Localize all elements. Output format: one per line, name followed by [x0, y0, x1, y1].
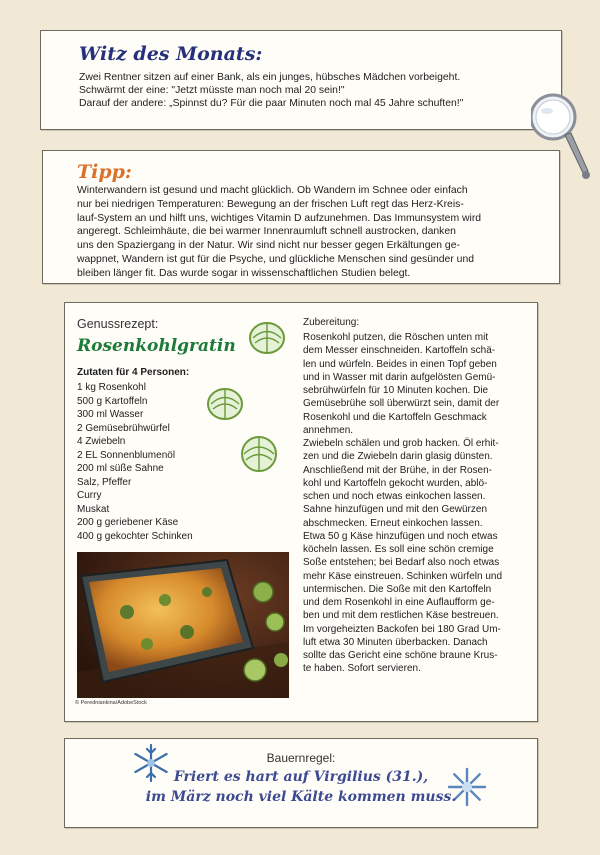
prep-line: köcheln lassen. Es soll eine schön cremige	[303, 544, 494, 555]
list-item: 2 Gemüsebrühwürfel	[77, 422, 170, 434]
prep-line: Gemüsebrühe soll überwürzt sein, damit der	[303, 398, 500, 410]
prep-line: sollte das Gericht eine schöne braune Krus-	[303, 650, 498, 661]
joke-title: Witz des Monats:	[79, 43, 263, 65]
recipe-title: Rosenkohlgratin	[77, 336, 236, 356]
list-item: Salz, Pfeffer	[77, 476, 132, 488]
recipe-kicker: Genussrezept:	[77, 317, 159, 331]
tip-text	[77, 184, 539, 281]
list-item: 200 g geriebener Käse	[77, 517, 179, 528]
prep-line: untermischen. Die Soße mit den Kartoffeln	[303, 583, 492, 595]
preparation-heading: Zubereitung:	[303, 317, 360, 328]
gratin-photo	[77, 552, 289, 698]
list-item: 1 kg Rosenkohl	[77, 382, 146, 393]
tip-line: angeregt. Schleimhäute, die bei warmer Innenraumluft schnell austrocken, danken	[77, 226, 456, 238]
list-item: Curry	[77, 490, 102, 501]
tip-line: lauf-System an und hilft uns, wichtiges Vitamin D aufzunehmen. Das Immunsystem wird	[77, 212, 482, 224]
recipe-card	[64, 302, 538, 722]
prep-line: sebrühwürfeln für 10 Minuten kochen. Die	[303, 385, 489, 396]
ingredients-heading: Zutaten für 4 Personen:	[77, 367, 190, 378]
prep-line: len und würfeln. Beides in einen Topf geben	[303, 358, 497, 370]
farmers-rule-heading: Bauernregel:	[266, 751, 336, 765]
brussels-sprout-icon	[205, 385, 245, 423]
joke-text	[79, 71, 519, 110]
list-item: 300 ml Wasser	[77, 409, 144, 420]
joke-line: Darauf der andere: „Spinnst du? Für die paar Minuten noch mal 45 Jahre schuften!"	[79, 98, 464, 109]
prep-line: mehr Käse einstreuen. Schinken würfeln und	[303, 570, 503, 582]
prep-line: abschmecken. Erneut einkochen lassen.	[303, 517, 483, 529]
prep-line: luft etwa 30 Minuten überbacken. Danach	[303, 636, 488, 648]
prep-line: Rosenkohl und die Kartoffeln Geschmack	[303, 411, 487, 423]
list-item: Muskat	[77, 503, 110, 515]
list-item: 200 ml süße Sahne	[77, 463, 164, 474]
prep-line: dem Messer einschneiden. Kartoffeln schä-	[303, 345, 496, 357]
farmers-rule-line: Friert es hart auf Virgilius (31.),	[173, 769, 429, 785]
list-item: 500 g Kartoffeln	[77, 395, 148, 407]
prep-line: Im vorgeheizten Backofen bei 180 Grad Um-	[303, 623, 501, 635]
tip-line: bleiben länger fit. Das wurde sogar in wissenschaftlichen Studien belegt.	[77, 267, 411, 279]
photo-credit: © Peredniankina/AdobeStock	[75, 700, 147, 706]
prep-line: ben und mit dem restlichen Käse bestreuen.	[303, 610, 499, 622]
prep-line: Soße entstehen; bei Bedarf also noch etwas	[303, 557, 500, 569]
prep-line: Sahne hinzufügen und mit den Gewürzen	[303, 504, 488, 516]
prep-line: te haben. Sofort servieren.	[303, 663, 421, 675]
joke-line: Zwei Rentner sitzen auf einer Bank, als ein junges, hübsches Mädchen vorbeigeht.	[79, 72, 461, 83]
tip-line: Winterwandern ist gesund und macht glücklich. Ob Wandern im Schnee oder einfach	[77, 185, 468, 196]
brussels-sprout-icon	[247, 319, 287, 357]
list-item: 400 g gekochter Schinken	[77, 530, 193, 542]
prep-line: und dem Rosenkohl in eine Auflaufform ge-	[303, 597, 495, 608]
prep-line: annehmen.	[303, 424, 354, 436]
ingredients-list	[77, 381, 193, 543]
joke-card	[40, 30, 562, 130]
prep-line: Etwa 50 g Käse hinzufügen und noch etwas	[303, 530, 498, 542]
farmers-rule-line: im März noch viel Kälte kommen muss.	[145, 789, 457, 805]
prep-line: Anschließend mit der Brühe, in der Rosen-	[303, 464, 492, 476]
prep-line: Zwiebeln schälen und grob hacken. Öl erhit-	[303, 438, 499, 449]
tip-line: uns den Spaziergang in der Natur. Wir sind nicht nur besser gegen Erkältungen ge-	[77, 240, 460, 252]
prep-line: schen und noch etwas einkochen lassen.	[303, 491, 486, 502]
prep-line: und in Wasser mit darin aufgelösten Gemü-	[303, 371, 496, 383]
farmers-rule-card	[64, 738, 538, 828]
brussels-sprout-icon	[239, 433, 279, 475]
tip-card	[42, 150, 560, 284]
list-item: 2 EL Sonnenblumenöl	[77, 449, 176, 461]
prep-line: kohl und Kartoffeln gekocht wurden, ablö-	[303, 477, 488, 489]
joke-line: Schwärmt der eine: "Jetzt müsste man noch mal 20 sein!"	[79, 85, 345, 96]
tip-line: nur bei niedrigen Temperaturen: Bewegung an der frischen Luft regt das Herz-Kreis-	[77, 198, 464, 210]
prep-line: zen und die Zwiebeln darin glasig dünsten.	[303, 451, 493, 463]
prep-line: Rosenkohl putzen, die Röschen unten mit	[303, 332, 489, 343]
list-item: 4 Zwiebeln	[77, 436, 126, 447]
tip-line: wappnet, Wandern ist gut für die Psyche, und glückliche Menschen sind gesünder und	[77, 253, 475, 265]
tip-title: Tipp:	[77, 161, 132, 183]
preparation-text	[303, 331, 521, 676]
